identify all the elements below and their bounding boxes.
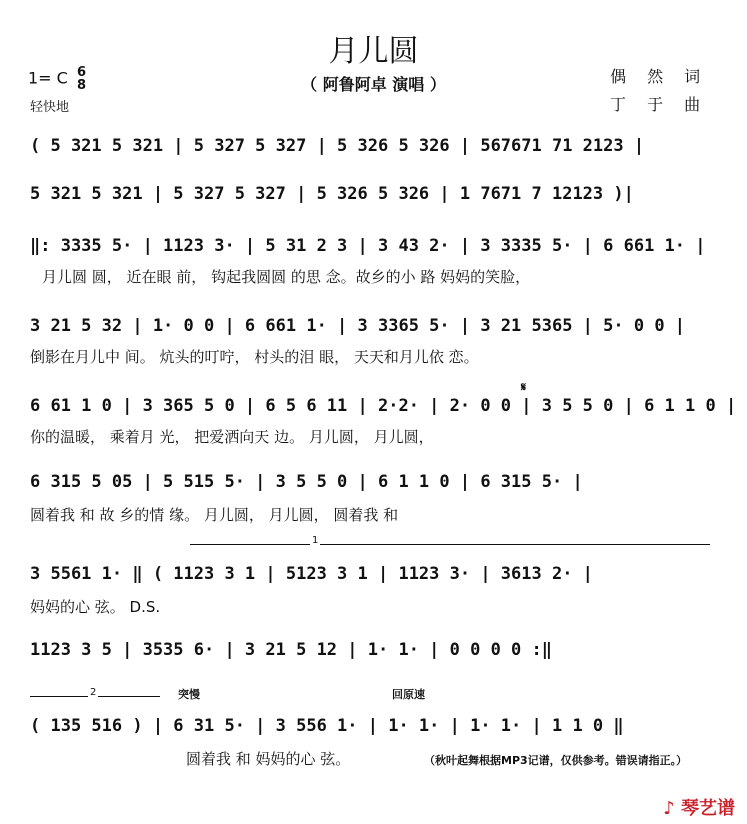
notes-line: ‖: 3335 5· | 1123 3· | 5 31 2 3 | 3 43 2· | 3 3335 5· | 6 661 1· | [30, 236, 706, 256]
time-signature [77, 66, 86, 92]
score-line-9 [0, 716, 747, 740]
tempo-marking: 轻快地 [30, 100, 70, 115]
score-line-8 [0, 640, 747, 664]
ending-number: 2 [90, 687, 97, 698]
logo-text: 琴艺谱 [681, 798, 735, 819]
performer-line: （ 阿鲁阿卓 演唱 ） [301, 75, 446, 94]
score-line-6 [0, 472, 747, 496]
lyrics-line: 倒影在月儿中 间。 炕头的叮咛， 村头的泪 眼， 天天和月儿依 恋。 [30, 348, 479, 366]
transcription-note: （秋叶起舞根据MP3记谱，仅供参考。错误请指正。） [424, 754, 688, 767]
notes-line: ( 5 321 5 321 | 5 327 5 327 | 5 326 5 326 | 567671 71 2123 | [30, 136, 645, 156]
notes-line: 3 5561 1· ‖ ( 1123 3 1 | 5123 3 1 | 1123 3· | 3613 2· | [30, 564, 593, 584]
first-ending-bracket [190, 535, 710, 546]
notes-line: 5 321 5 321 | 5 327 5 327 | 5 326 5 326 | 1 7671 7 12123 )| [30, 184, 634, 204]
lyrics-line: 妈妈的心 弦。 D.S. [30, 598, 161, 616]
site-logo [663, 794, 735, 820]
lyrics-line: 月儿圆 圆， 近在眼 前， 钩起我圆圆 的思 念。故乡的小 路 妈妈的笑脸， [42, 268, 531, 286]
ending-number: 1 [312, 535, 319, 546]
notes-line: 6 61 1 0 | 3 365 5 0 | 6 5 6 11 | 2·2· | 2· 0 0 | 3 5 5 0 | 6 1 1 0 | [30, 396, 737, 416]
tempo-slow-mark: 突慢 [178, 688, 200, 701]
logo-icon: ♪ [663, 798, 675, 819]
tempo-resume-mark: 回原速 [392, 688, 425, 701]
notes-line: ( 135 516 ) | 6 31 5· | 3 556 1· | 1· 1· | 1· 1· | 1 1 0 ‖ [30, 716, 624, 736]
key-label: 1= C [28, 68, 68, 88]
lyrics-line: 圆着我 和 故 乡的情 缘。 月儿圆， 月儿圆， 圆着我 和 [30, 506, 399, 524]
notes-line: 1123 3 5 | 3535 6· | 3 21 5 12 | 1· 1· | 0 0 0 0 :‖ [30, 640, 552, 660]
score-line-2 [0, 184, 747, 208]
score-line-7 [0, 564, 747, 588]
notes-line: 6 315 5 05 | 5 515 5· | 3 5 5 0 | 6 1 1 0 | 6 315 5· | [30, 472, 583, 492]
meter-top: 6 [76, 65, 86, 80]
score-line-1 [0, 136, 747, 160]
composer-credit: 丁 于 曲 [610, 95, 709, 114]
segno-icon: 𝄋 [521, 380, 527, 394]
song-title: 月儿圆 [328, 34, 419, 69]
key-signature [28, 66, 86, 92]
lyrics-line: 你的温暖， 乘着月 光， 把爱洒向天 边。 月儿圆， 月儿圆， [30, 428, 434, 446]
lyricist-credit: 偶 然 词 [610, 67, 709, 86]
score-line-5 [0, 396, 747, 420]
lyrics-line: 圆着我 和 妈妈的心 弦。 [186, 750, 351, 768]
notes-line: 3 21 5 32 | 1· 0 0 | 6 661 1· | 3 3365 5· | 3 21 5365 | 5· 0 0 | [30, 316, 686, 336]
score-line-4 [0, 316, 747, 340]
score-line-3 [0, 236, 747, 260]
second-ending-bracket [30, 687, 160, 698]
meter-bottom: 8 [76, 78, 86, 93]
